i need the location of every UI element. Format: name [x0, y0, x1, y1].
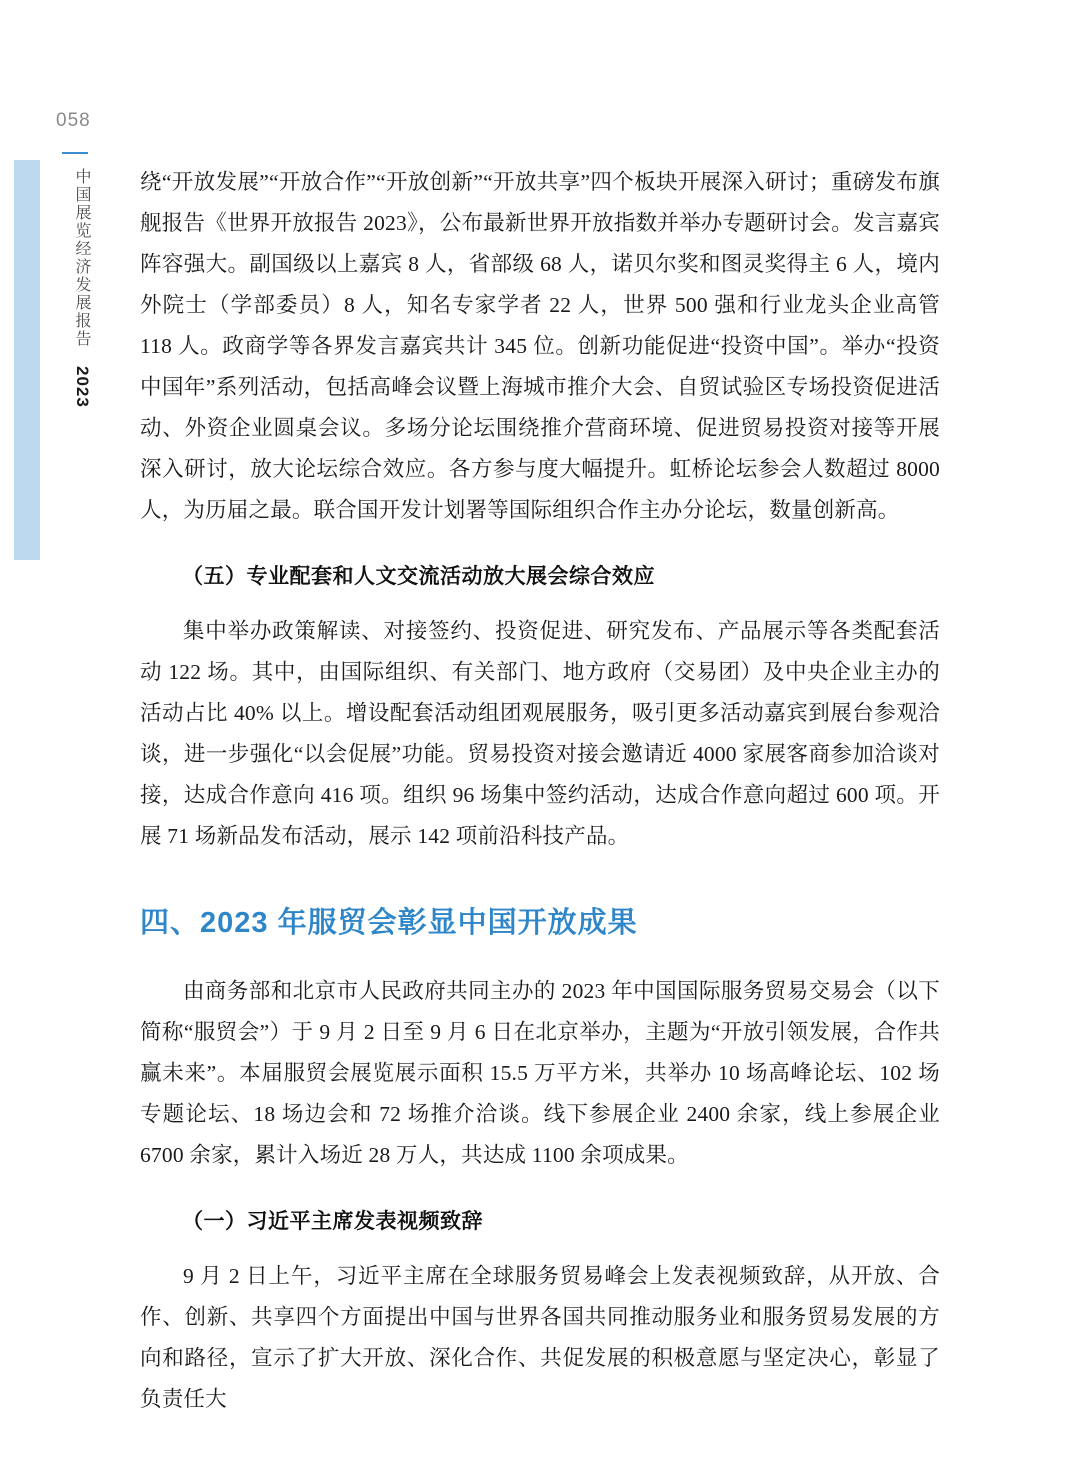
- paragraph-ciftis-overview: 由商务部和北京市人民政府共同主办的 2023 年中国国际服务贸易交易会（以下简称“服贸会”）于 9 月 2 日至 9 月 6 日在北京举办，主题为“开放引领发展，合作共赢未来”。本届服贸会展览展示面积 15.5 万平方米，共举办 10 场高峰论坛、102 场专题论坛、18 场边会和 72 场推介洽谈。线下参展企业 2400 余家，线上参展企业 6700 余家，累计入场近 28 万人，共达成 1100 余项成果。: [140, 979, 940, 1167]
- sidebar-rule: [62, 152, 88, 154]
- page-content: [140, 162, 940, 1420]
- running-year-vertical: 2023: [73, 366, 92, 408]
- subsection-heading-five: （五）专业配套和人文交流活动放大展会综合效应: [182, 565, 655, 588]
- section-heading-four: 四、2023 年服贸会彰显中国开放成果: [140, 907, 638, 939]
- paragraph-continued: 绕“开放发展”“开放合作”“开放创新”“开放共享”四个板块开展深入研讨；重磅发布旗舰报告《世界开放报告 2023》，公布最新世界开放指数并举办专题研讨会。发言嘉宾阵容强大。副国级以上嘉宾 8 人，省部级 68 人，诺贝尔奖和图灵奖得主 6 人，境内外院士（学部委员）8 人，知名专家学者 22 人，世界 500 强和行业龙头企业高管 118 人。政商学等各界发言嘉宾共计 345 位。创新功能促进“投资中国”。举办“投资中国年”系列活动，包括高峰会议暨上海城市推介大会、自贸试验区专场投资促进活动、外资企业圆桌会议。多场分论坛围绕推介营商环境、促进贸易投资对接等开展深入研讨，放大论坛综合效应。各方参与度大幅提升。虹桥论坛参会人数超过 8000 人，为历届之最。联合国开发计划署等国际组织合作主办分论坛，数量创新高。: [140, 170, 940, 522]
- paragraph-video-address: 9 月 2 日上午，习近平主席在全球服务贸易峰会上发表视频致辞，从开放、合作、创新、共享四个方面提出中国与世界各国共同推动服务业和服务贸易发展的方向和路径，宣示了扩大开放、深化合作、共促发展的积极意愿与坚定决心，彰显了负责任大: [140, 1264, 940, 1411]
- left-decorative-bar: [14, 160, 40, 560]
- paragraph-supporting-activities: 集中举办政策解读、对接签约、投资促进、研究发布、产品展示等各类配套活动 122 场。其中，由国际组织、有关部门、地方政府（交易团）及中央企业主办的活动占比 40% 以上。增设配套活动组团观展服务，吸引更多活动嘉宾到展台参观洽谈，进一步强化“以会促展”功能。贸易投资对接会邀请近 4000 家展客商参加洽谈对接，达成合作意向 416 项。组织 96 场集中签约活动，达成合作意向超过 600 项。开展 71 场新品发布活动，展示 142 项前沿科技产品。: [140, 619, 940, 848]
- page-number: 058: [56, 110, 91, 131]
- running-title-vertical: 中国展览经济发展报告: [73, 168, 90, 348]
- subsection-heading-one: （一）习近平主席发表视频致辞: [182, 1210, 483, 1233]
